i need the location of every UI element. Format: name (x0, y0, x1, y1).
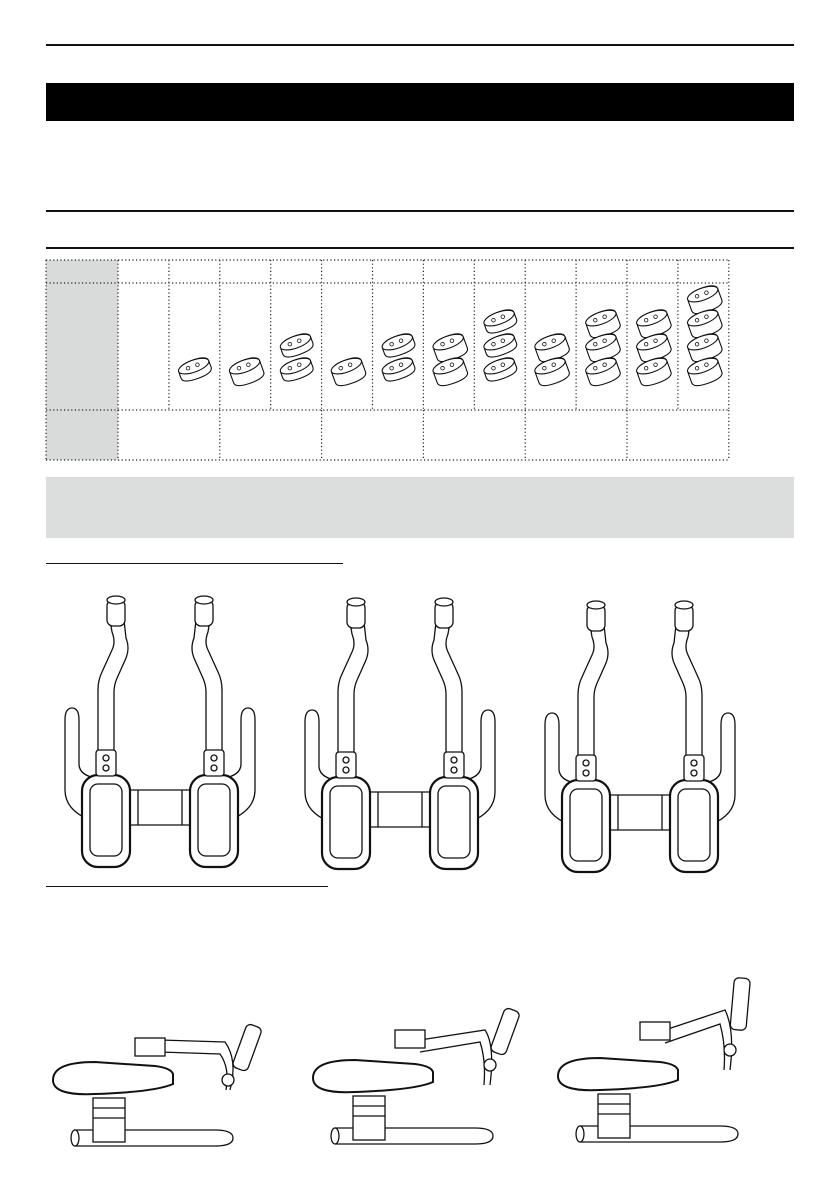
top-view-position-2 (305, 598, 495, 869)
side-view-position-3 (558, 977, 750, 1142)
top-view-position-1 (65, 596, 255, 867)
side-view-position-1 (53, 1023, 262, 1146)
top-view-position-3 (545, 601, 735, 872)
side-view-position-2 (313, 1007, 520, 1144)
